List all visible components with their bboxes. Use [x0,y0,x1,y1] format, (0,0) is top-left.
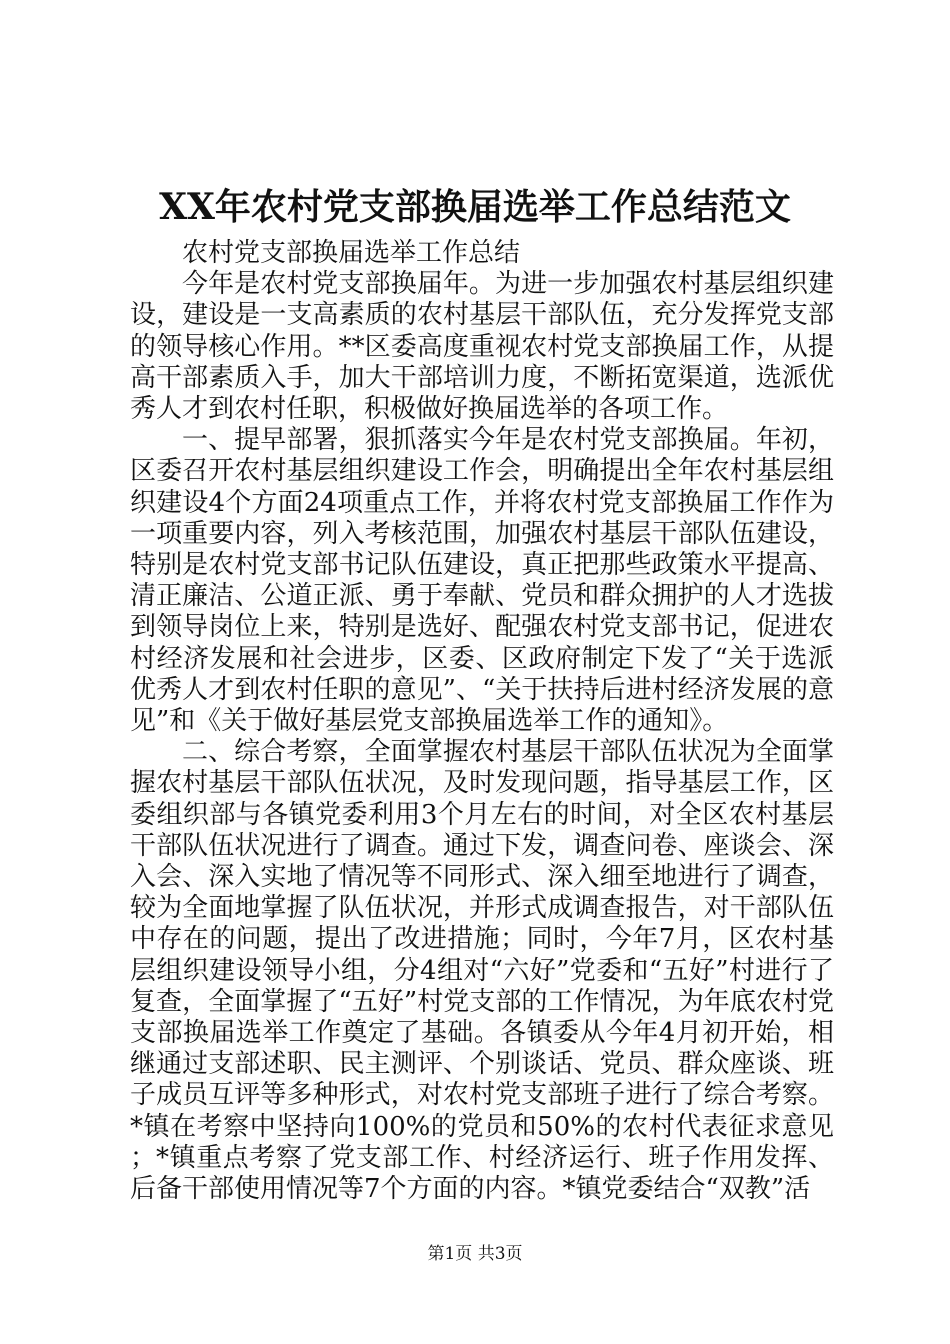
section-one-paragraph: 一、提早部署，狠抓落实今年是农村党支部换届。年初，区委召开农村基层组织建设工作会，明确提出全年农村基层组织建设4个方面24项重点工作，并将农村党支部换届工作作为一项重要内容，列入考核范围，加强农村基层干部队伍建设，特别是农村党支部书记队伍建设，真正把那些政策水平提高、清正廉洁、公道正派、勇于奉献、党员和群众拥护的人才选拔到领导岗位上来，特别是选好、配强农村党支部书记，促进农村经济发展和社会进步，区委、区政府制定下发了“关于选派优秀人才到农村任职的意见”、“关于扶持后进村经济发展的意见”和《关于做好基层党支部换届选举工作的通知》。 [130,425,834,737]
subtitle-paragraph: 农村党支部换届选举工作总结 [182,238,521,268]
document-body [130,238,834,1205]
section-two-paragraph: 二、综合考察，全面掌握农村基层干部队伍状况为全面掌握农村基层干部队伍状况，及时发现问题，指导基层工作，区委组织部与各镇党委利用3个月左右的时间，对全区农村基层干部队伍状况进行了调查。通过下发，调查问卷、座谈会、深入会、深入实地了情况等不同形式、深入细至地进行了调查，较为全面地掌握了队伍状况，并形式成调查报告，对干部队伍中存在的问题，提出了改进措施；同时，今年7月，区农村基层组织建设领导小组，分4组对“六好”党委和“五好”村进行了复查，全面掌握了“五好”村党支部的工作情况，为年底农村党支部换届选举工作奠定了基础。各镇委从今年4月初开始，相继通过支部述职、民主测评、个别谈话、党员、群众座谈、班子成员互评等多种形式，对农村党支部班子进行了综合考察。*镇在考察中坚持向100%的党员和50%的农村代表征求意见；*镇重点考察了党支部工作、村经济运行、班子作用发挥、后备干部使用情况等7个方面的内容。*镇党委结合“双教”活 [130,737,834,1205]
document-title: XX年农村党支部换届选举工作总结范文 [159,186,791,228]
page-number-footer: 第1页 共3页 [427,1244,523,1264]
intro-paragraph: 今年是农村党支部换届年。为进一步加强农村基层组织建设，建设是一支高素质的农村基层干部队伍，充分发挥党支部的领导核心作用。**区委高度重视农村党支部换届工作，从提高干部素质入手，加大干部培训力度，不断拓宽渠道，选派优秀人才到农村任职，积极做好换届选举的各项工作。 [130,269,834,425]
